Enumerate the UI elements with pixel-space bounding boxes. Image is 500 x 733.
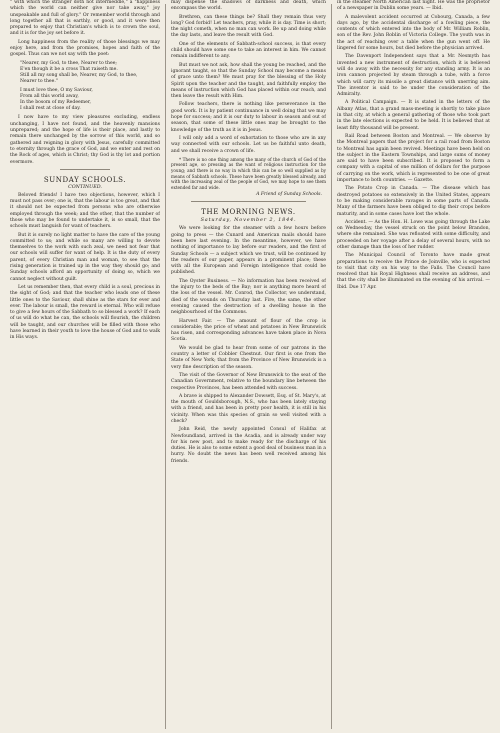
footnote-paragraph: * There is no one thing among the many of the church of God of the present age, so pressing as the want of religious instruction for the young; and there is no way in which this can be so well supplied as by means of Sabbath schools. These have been greatly blessed already, and with the increasing zeal of the people of God, we may hope to see them extended far and wide.	[171, 156, 326, 190]
section-heading: SUNDAY SCHOOLS.	[43, 175, 127, 184]
article-signature: A Friend of Sunday Schools.	[256, 192, 322, 198]
column-middle	[171, 0, 326, 467]
article-paragraph: But must we not ask, how shall the young be reached, and the ignorant taught, so that the Sunday School may become a means of grace unto them? We must pray for the blessing of the Holy Spirit upon the teacher and the taught, and faithfully employ the means of instruction which God has placed within our reach, and then leave the result with Him.	[171, 62, 326, 100]
newspaper-section-title: THE MORNING NEWS.	[201, 208, 296, 217]
article-paragraph: may dispense the shadows of darkness and death, which encompass the world.	[171, 0, 326, 12]
article-paragraph: Beloved friends! I have two objections, however, which I must not pass over; one is, that the labour is too great, and that it should not be expected from persons who are otherwise employed through the week; and the other, that the number of those who may be found to undertake it, is so small, that the schools must languish for want of teachers.	[10, 192, 160, 230]
column-right	[337, 0, 490, 293]
issue-date: Saturday, November 2, 1844.	[200, 217, 297, 224]
article-paragraph: I now have to my view pleasures excluding, endless unchanging, I have not found, and the heavenly mansions unprepared; and the hope of life is their place, and lastly to remain there unchanged by the sorrow of this world, and so gathered and reigning in glory with Jesus, carefully committed to eternity through the grace of God, and we enter and rest on the Rock of ages, which is Christ; thy God is thy lot and portion evermore.	[10, 115, 160, 165]
news-item: in the steamer North American last night. He was the proprietor of a newspaper in Dublin some years. — Ibid.	[337, 0, 490, 12]
verse-stanza: "Nearer, my God, to thee, Nearer to thee; E'en though it be a cross That raiseth me. Still all my song shall be, Nearer, my God, to thee, Nearer to thee."	[20, 60, 138, 84]
news-item: Accident. — As the Hon. H. Lowe was going through the Lake on Wednesday, the vessel struck on the point below Brandon, where she remained. She was refloated with some difficulty, and proceeded on her voyage after a delay of several hours, with no other damage than the loss of her rudder.	[337, 219, 490, 250]
news-item: A Political Campaign. — It is stated in the letters of the Albany Atlas, that a grand mass-meeting is shortly to take place in that city, at which a general gathering of those who took part in the late elections is expected to be held. It is believed that at least fifty thousand will be present.	[337, 100, 490, 131]
news-item: A malevolent accident occurred at Cobourg, Canada, a few days ago, by the accidental discharge of a fowling piece, the contents of which entered into the body of Mr. William Roblin, son of the Rev. John Roblin of Victoria College. The youth was in the act of reaching over a table when the gun went off. He lingered for some hours, but died before the physician arrived.	[337, 14, 490, 52]
news-item: Rail Road between Boston and Montreal. — We observe by the Montreal papers that the project for a rail road from Boston to Montreal has again been revived. Meetings have been held on the subject in the Eastern Townships, and large sums of money are said to have been subscribed. It is proposed to form a company with a capital of one million of dollars for the purpose of carrying on the work, which is represented to be one of great importance to both countries. — Gazette.	[337, 133, 490, 184]
divider	[191, 201, 306, 202]
article-paragraph: Brethren, can these things be? Shall they remain thus very long? God forbid! Let teachers, pray, while it is day. Time is short; the night cometh, when no man can work. Be up and doing while the day lasts, and leave the result with God.	[171, 14, 326, 39]
news-item: We would be glad to hear from some of our patrons in the country a letter of Cobbler Chestnut. Our first is one from the State of New York; that from the Province of New Brunswick is a very fine description of the season.	[171, 345, 326, 370]
column-rule	[331, 4, 332, 729]
news-item: The Municipal Council of Toronto have made great preparations to receive the Prince de Joinville, who is expected to visit that city on his way to the Falls. The Council have resolved that his Royal Highness shall receive an address, and that the city shall be illuminated on the evening of his arrival. — Ibid. Due 17 Apr.	[337, 253, 490, 290]
article-paragraph: I will only add a word of exhortation to those who are in any way connected with our schools. Let us be faithful unto death, and we shall receive a crown of life.	[171, 135, 326, 154]
news-item: The Davenport Independent says that a Mr. Nesmyth has invented a new instrument of destruction, which it is believed will do away with the necessity for any standing army. It is an iron cannon projected by steam through a tube, with a force which will carry its missile a great distance with unerring aim. The inventor is said to be under the consideration of the Admiralty.	[337, 54, 490, 98]
news-item: The Oyster Business. — No information has been received of the injury to the beds of the Bay; nor is anything more heard of the loss of the vessel. Mr. Conrod, the Collector, we understand, died of the wounds on Thursday last. Fire, the same, the other evening caused the destruction of a dwelling house in the neighbourhood of the Commons.	[171, 278, 326, 316]
news-item: John Reid, the newly appointed Consul of Halifax at Newfoundland, arrived in the Acadia, and is already under way for his new post, and to make ready for the discharge of his duties. He is also to some extent a good deal of business man in a hurry. No doubt the news has been well received among his friends.	[171, 427, 326, 464]
article-paragraph: But it is surely no light matter to have the care of the young committed to us; and while so many are willing to devote themselves to the work with such zeal, we need not fear that our schools will suffer for want of help. It is the duty of every parent, of every Christian man and woman, to see that the rising generation is trained up in the way they should go; and Sunday schools afford an opportunity of doing so, which we cannot neglect without guilt.	[10, 232, 160, 282]
article-paragraph: " with which the stranger doth not intermeddle," a "happiness which the world can neither give nor take away," joy unspeakable and full of glory." Or remember world through and long together all that is earthly, or good, and it were then prepared to enjoy that Christian's which is to crown the soul, and it is for the joy set before it.	[10, 0, 160, 37]
divider	[60, 169, 110, 170]
column-left	[10, 0, 160, 344]
article-paragraph: Long happiness from the reality of those blessings we may enjoy here, and from the promises, hopes and faith of the gospel. Thus can we not say with the poet:	[10, 39, 160, 58]
verse-stanza: I must love thee, O my Saviour, From all this world away, In the bosom of my Redeemer, I shall rest at close of day.	[20, 88, 93, 112]
news-item: Harvest Fair. — The amount of flour of the crop is considerable; the price of wheat and potatoes in New Brunswick has risen, and corresponding advances have taken place in Nova Scotia.	[171, 318, 326, 343]
article-paragraph: Let us remember then, that every child is a soul, precious in the sight of God; and that the teacher who leads one of these little ones to the Saviour, shall shine as the stars for ever and ever. The labour is small, the reward is eternal. Who will refuse to give a few hours of the Sabbath to so blessed a work? If each of us will do what he can, the schools will flourish, the children will be taught, and our churches will be filled with those who have learned in their youth to love the house of God and to walk in His ways.	[10, 284, 160, 341]
news-item: The Potato Crop in Canada. — The disease which has destroyed potatoes so extensively in the United States, appears to be making considerable ravages in some parts of Canada. Many of the farmers have been obliged to dig their crops before maturity, and in some cases have lost the whole.	[337, 186, 490, 217]
news-item: We were looking for the steamer with a few hours before going to press — the Cunard and American mails should have been here last evening. In the meantime, however, we have nothing of importance to lay before our readers, and the first of Sunday Schools — a subject which we trust, will be continued by the readers of our paper, appears in a prominent place; these with all the European and Foreign intelligence that could be published.	[171, 226, 326, 276]
article-paragraph: One of the elements of Sabbath-school success, is that every child should have some one to take an interest in him. We cannot remain indifferent to any.	[171, 41, 326, 60]
news-item: The visit of the Governor of New Brunswick to the seat of the Canadian Government, relative to the boundary line between the respective Provinces, has been attended with success.	[171, 372, 326, 391]
news-item: A brave is shipped to Alexander Dowsett, Esq. of St. Mary's, at the mouth of Gouldsborough, N.S., who has been lately staying with a friend, and has been in pretty poor health, it is still in his vicinity. When was this species of grain so well visited with a check?	[171, 393, 326, 424]
article-paragraph: Follow teachers, there is nothing like perseverance in the good work. It is by patient continuance in well doing that we may hope for success; and it is our duty to labour in season and out of season, that some of these little ones may be brought to the knowledge of the truth as it is in Jesus.	[171, 102, 326, 133]
column-rule	[165, 4, 166, 729]
section-subheading: CONTINUED.	[68, 184, 102, 190]
